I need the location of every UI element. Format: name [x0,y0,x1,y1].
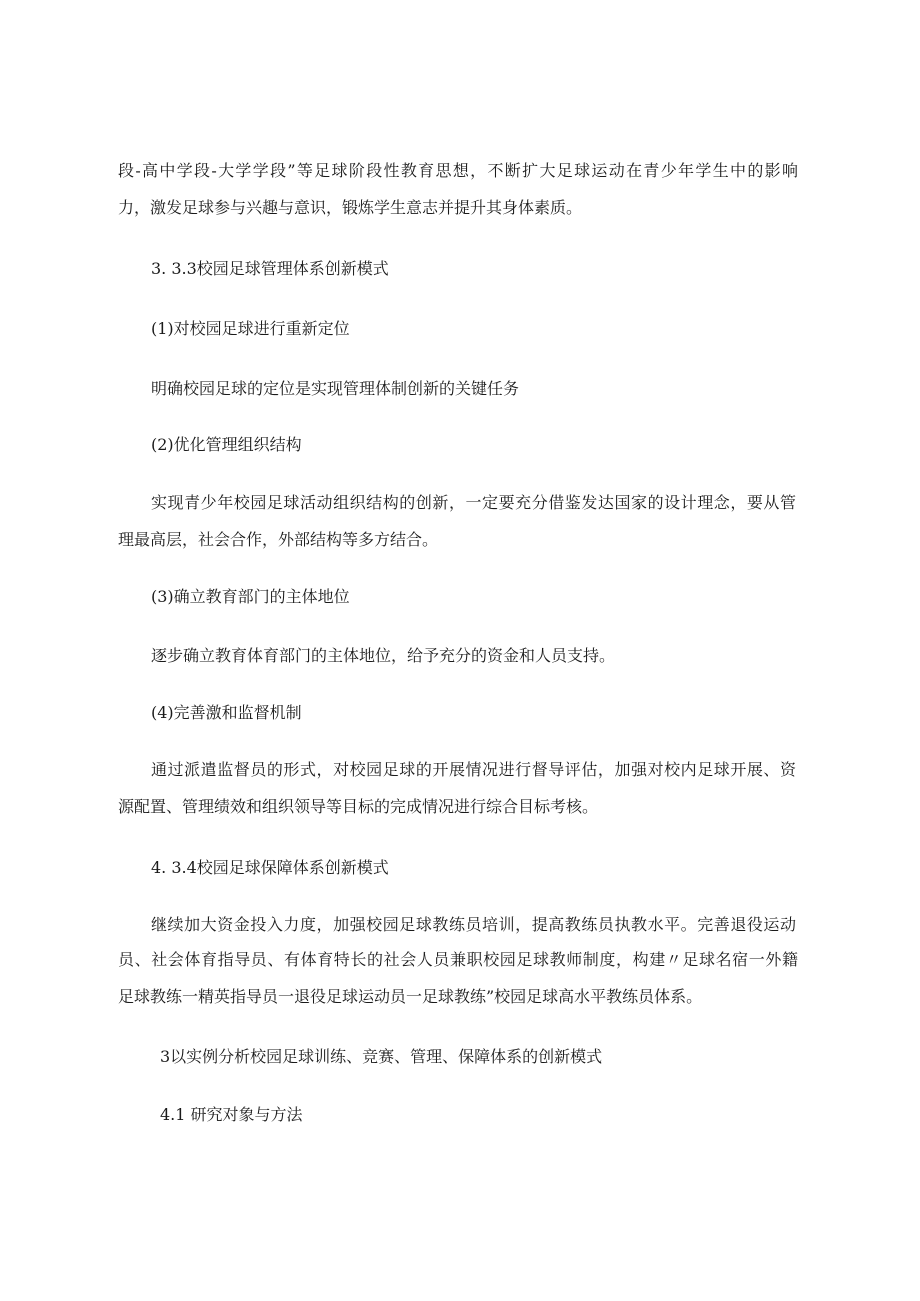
subsection-heading: (1)对校园足球进行重新定位 [151,319,350,338]
subsection-heading: (3)确立教育部门的主体地位 [151,587,350,606]
section-heading: 3. 3.3校园足球管理体系创新模式 [151,259,389,278]
text-line: 明确校园足球的定位是实现管理体制创新的关键任务 [151,379,520,398]
subsection-heading: (2)优化管理组织结构 [151,435,302,454]
text-line: 段-高中学段-大学学段”等足球阶段性教育思想，不断扩大足球运动在青少年学生中的影响 [118,161,798,180]
text-line: 逐步确立教育体育部门的主体地位，给予充分的资金和人员支持。 [151,646,616,665]
text-line: 通过派遣监督员的形式，对校园足球的开展情况进行督导评估，加强对校内足球开展、资 [151,760,796,779]
text-line: 实现青少年校园足球活动组织结构的创新，一定要充分借鉴发达国家的设计理念，要从管 [151,493,796,512]
section-heading: 4. 3.4校园足球保障体系创新模式 [151,858,389,877]
text-line: 继续加大资金投入力度，加强校园足球教练员培训，提高教练员执教水平。完善退役运动 [151,915,796,934]
section-heading: 4.1 研究对象与方法 [160,1105,303,1124]
subsection-heading: (4)完善激和监督机制 [151,703,302,722]
text-line: 足球教练一精英指导员一退役足球运动员一足球教练”校园足球高水平教练员体系。 [118,987,703,1006]
text-line: 理最高层，社会合作，外部结构等多方结合。 [118,530,439,549]
text-line: 力，激发足球参与兴趣与意识，锻炼学生意志并提升其身体素质。 [118,198,583,217]
text-line: 源配置、管理绩效和组织领导等目标的完成情况进行综合目标考核。 [118,797,599,816]
section-heading: 3以实例分析校园足球训练、竞赛、管理、保障体系的创新模式 [160,1047,603,1066]
text-line: 员、社会体育指导员、有体育特长的社会人员兼职校园足球教师制度，构建〃足球名宿一外籍 [118,950,798,969]
